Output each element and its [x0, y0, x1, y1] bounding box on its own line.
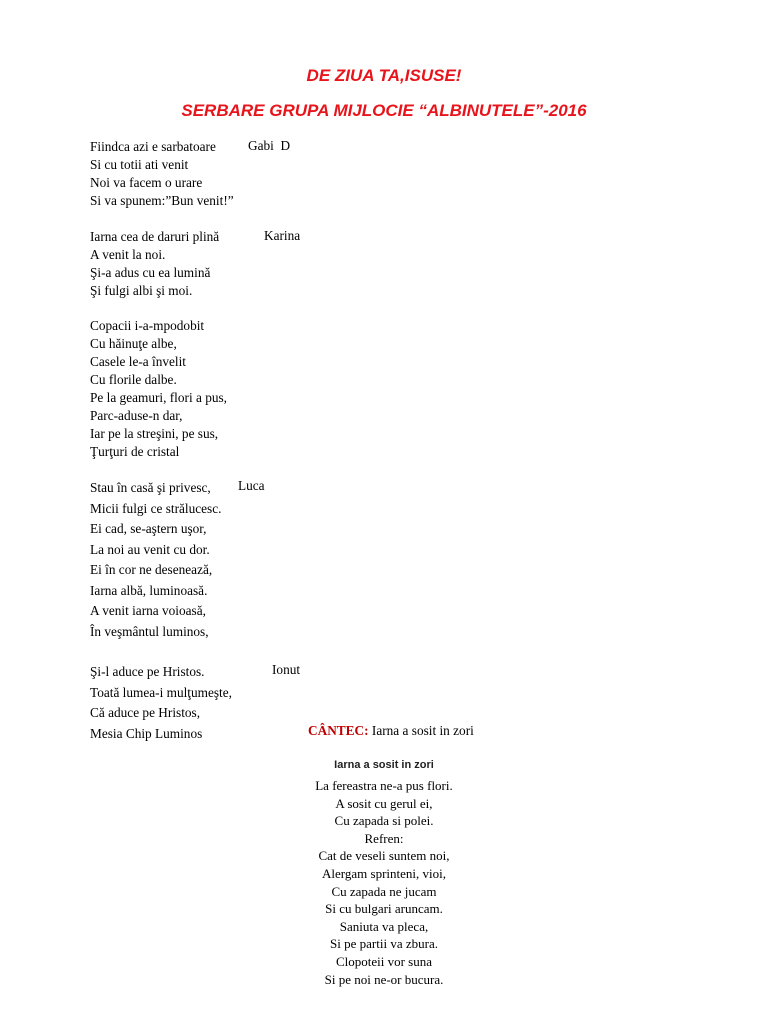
verse-line: Stau în casă şi privesc,: [90, 480, 211, 495]
song-line: Cu zapada ne jucam: [331, 883, 437, 899]
speaker-name: Karina: [264, 228, 301, 243]
verse-line: Si cu totii ati venit: [90, 157, 189, 172]
verse-line: Micii fulgi ce strălucesc.: [90, 500, 222, 516]
verse-line: Fiindca azi e sarbatoare: [90, 139, 216, 154]
verse-line: Iarna albă, luminoasă.: [90, 582, 208, 598]
stanza-5: [90, 662, 232, 744]
page-subtitle: SERBARE GRUPA MIJLOCIE “ALBINUTELE”-2016: [181, 101, 587, 120]
speaker-name: Ionut: [272, 662, 301, 677]
verse-line: Casele le-a învelit: [90, 354, 186, 369]
song-intro: [308, 723, 474, 739]
song-line: Saniuta va pleca,: [339, 918, 429, 934]
song-line: La fereastra ne-a pus flori.: [315, 778, 453, 793]
verse-line: Pe la geamuri, flori a pus,: [90, 390, 227, 405]
verse-line: Noi va facem o urare: [90, 175, 203, 190]
verse-line: Toată lumea-i mulţumeşte,: [90, 684, 232, 700]
verse-line: A venit la noi.: [90, 247, 166, 262]
stanza-1: [90, 138, 234, 210]
speaker-name: Gabi D: [248, 138, 291, 153]
song-lyrics: [204, 777, 564, 988]
verse-line: Copacii i-a-mpodobit: [90, 318, 205, 333]
verse-line: Si va spunem:”Bun venit!”: [90, 193, 234, 208]
verse-line: Şi-l aduce pe Hristos.: [90, 664, 205, 679]
song-line: Si cu bulgari aruncam.: [325, 901, 443, 917]
verse-line: Şi fulgi albi şi moi.: [90, 283, 193, 298]
verse-line: Ei cad, se-aştern uşor,: [90, 521, 207, 536]
song-line: Si pe noi ne-or bucura.: [324, 971, 444, 987]
page-title: DE ZIUA TA,ISUSE!: [306, 66, 462, 85]
verse-line: Cu hăinuţe albe,: [90, 336, 177, 351]
song-line: Clopoteii vor suna: [335, 953, 433, 969]
song-line: Si pe partii va zbura.: [330, 936, 438, 952]
song-intro-name: Iarna a sosit in zori: [371, 723, 474, 738]
song-line: Alergam sprinteni, vioi,: [322, 865, 446, 881]
verse-line: Cu florile dalbe.: [90, 372, 177, 387]
song-title: Iarna a sosit in zori: [334, 759, 434, 771]
verse-line: Ţurţuri de cristal: [90, 444, 180, 459]
stanza-2: [90, 228, 219, 300]
verse-line: Iar pe la streşini, pe sus,: [90, 426, 219, 441]
stanza-3: [90, 317, 227, 461]
verse-line: În veşmântul luminos,: [90, 623, 209, 639]
verse-line: Şi-a adus cu ea lumină: [90, 265, 211, 280]
verse-line: Că aduce pe Hristos,: [90, 705, 201, 720]
verse-line: Ei în cor ne desenează,: [90, 562, 213, 577]
stanza-4: [90, 478, 221, 642]
verse-line: Iarna cea de daruri plină: [90, 229, 220, 244]
song-line: Cat de veseli suntem noi,: [318, 848, 450, 864]
song-line: Cu zapada si polei.: [334, 813, 434, 829]
speaker-name: Luca: [238, 478, 265, 493]
song-line: Refren:: [364, 830, 404, 846]
verse-line: A venit iarna voioasă,: [90, 603, 206, 618]
verse-line: Parc-aduse-n dar,: [90, 408, 183, 423]
song-line: A sosit cu gerul ei,: [335, 795, 433, 811]
song-label: CÂNTEC:: [308, 723, 369, 738]
verse-line: Mesia Chip Luminos: [90, 725, 203, 741]
verse-line: La noi au venit cu dor.: [90, 541, 210, 557]
